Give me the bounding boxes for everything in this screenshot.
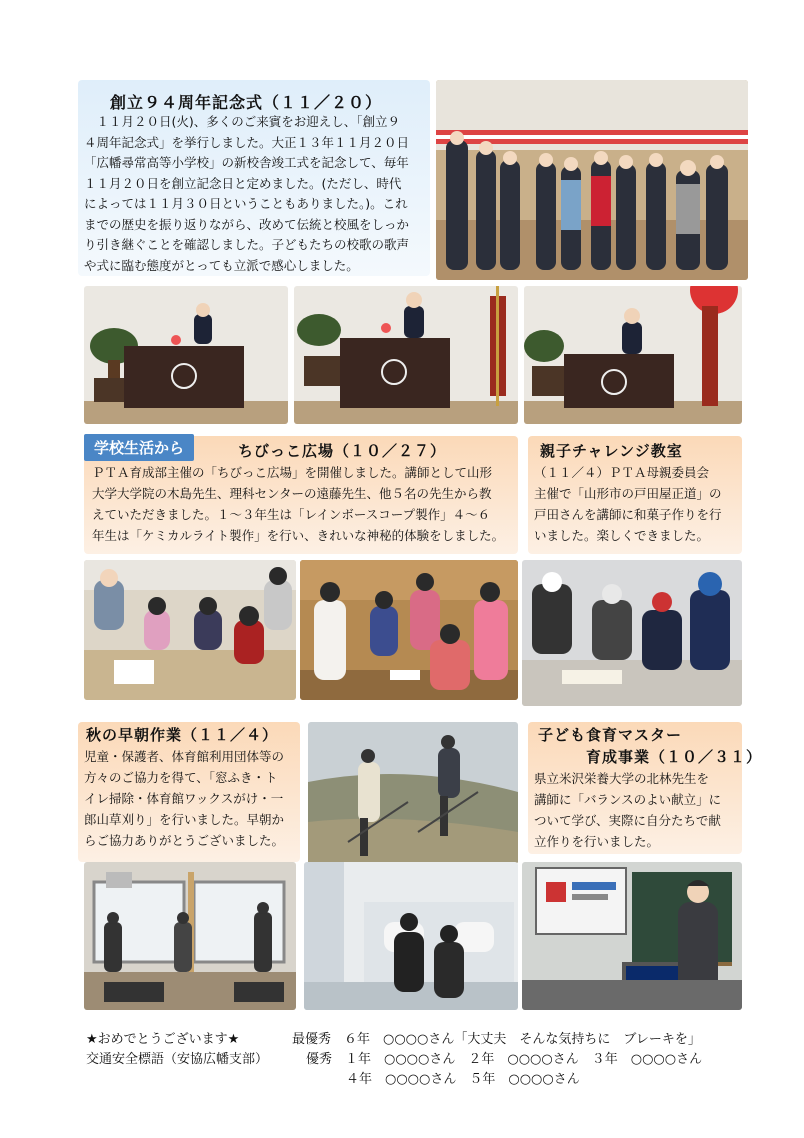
photo-speech-3	[524, 286, 742, 424]
photo-chemical-light	[300, 560, 518, 700]
parent-child-title: 親子チャレンジ教室	[540, 442, 683, 460]
footer-excellence-awards: 優秀 １年 ○○○○さん ２年 ○○○○さん ３年 ○○○○さん	[306, 1052, 703, 1067]
anniversary-title: 創立９４周年記念式（１１／２０）	[110, 93, 383, 112]
footer-excellence-awards-cont: ４年 ○○○○さん ５年 ○○○○さん	[346, 1072, 580, 1087]
photo-toilet-cleaning	[304, 862, 518, 1010]
photo-window-cleaning	[84, 862, 296, 1010]
school-life-body: ＰＴＡ育成部主催の「ちびっこ広場」を開催しました。講師として山形 大学大学院の木島先生、理科センターの遠藤先生、他５名の先生から教 えていただきました。１～３年生は「レインボースコープ製作」４～６ 年生は「ケミカルライト製作」を行い、きれいな神秘的体験をしました。	[92, 465, 505, 543]
parent-child-body: （１１／４）ＰＴＡ母親委員会 主催で「山形市の戸田屋正道」の 戸田さんを講師に和菓子作りを行 いました。楽しくできました。	[534, 465, 722, 543]
photo-wagashi-making	[522, 560, 742, 706]
footer-safety-slogan-label: 交通安全標語（安協広幡支部）	[86, 1052, 269, 1067]
food-master-subtitle: 育成事業（１０／３１）	[586, 748, 763, 766]
morning-work-title: 秋の早朝作業（１１／４）	[86, 726, 279, 744]
morning-work-body: 児童・保護者、体育館利用団体等の 方々のご協力を得て、「窓ふき・ト イレ掃除・体育館ワックスがけ・一 郎山草刈り」を行いました。早朝か らご協力ありがとうございました。	[84, 749, 285, 848]
photo-speech-2	[294, 286, 518, 424]
food-master-body: 県立米沢栄養大学の北林先生を 講師に「バランスのよい献立」に ついて学び、実際に自分たちで献 立作りを行いました。	[534, 771, 722, 849]
photo-speech-1	[84, 286, 288, 424]
school-life-tab: 学校生活から	[84, 434, 194, 461]
footer-congrats: ★おめでとうございます★	[86, 1032, 240, 1047]
photo-ceremony-students-singing	[436, 80, 748, 280]
food-master-title: 子ども食育マスター	[538, 726, 683, 744]
school-life-title: ちびっこ広場（１０／２７）	[238, 442, 447, 460]
photo-children-craft	[84, 560, 296, 700]
anniversary-body: １１月２０日(火)、多くのご来賓をお迎えし、「創立９ ４周年記念式」を挙行しました。大正１３年１１月２０日 「広幡尋常高等小学校」の新校舎竣工式を記念して、毎年 １１月２０日を創立記念日と定めました。(ただし、時代 によっては１１月３０日ということもありました。)。これ までの歴史を振り返りながら、改めて伝統と校風をしっか り引き継ぐことを確認しました。子どもたちの校歌の歌声 や式に臨む態度がとっても立派で感心しました。	[84, 114, 410, 273]
footer-top-award: 最優秀 ６年 ○○○○さん「大丈夫 そんな気持ちに ブレーキを」	[292, 1032, 701, 1047]
photo-grass-cutting	[308, 722, 518, 864]
photo-nutrition-lesson	[522, 862, 742, 1010]
